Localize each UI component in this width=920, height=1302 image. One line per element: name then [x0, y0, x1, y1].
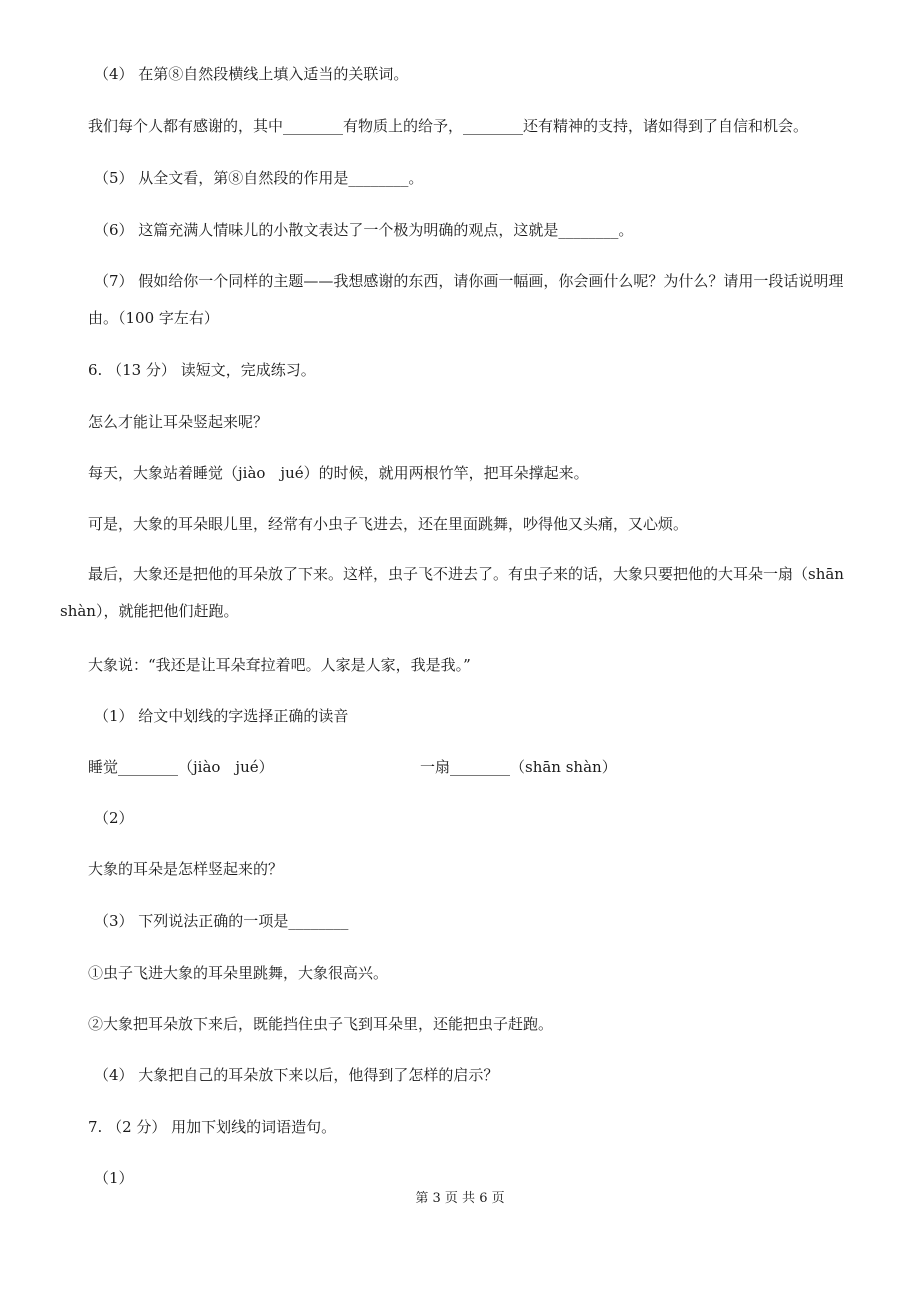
- passage-paragraph-4: 大象说：“我还是让耳朵耷拉着吧。人家是人家，我是我。”: [88, 656, 471, 674]
- question-6-1-b: 一扇________（shān shàn）: [420, 758, 617, 776]
- passage-paragraph-1: 每天，大象站着睡觉（jiào jué）的时候，就用两根竹竿，把耳朵撑起来。: [88, 464, 589, 482]
- question-6-2-text: 大象的耳朵是怎样竖起来的？: [88, 860, 284, 878]
- question-5-4-text: 我们每个人都有感谢的，其中________有物质上的给予，________还有精神的支持，诸如得到了自信和机会。: [88, 117, 809, 135]
- question-6-1-a: 睡觉________（jiào jué）: [88, 758, 274, 776]
- question-6-2: （2）: [94, 809, 134, 827]
- question-5-4: （4） 在第⑧自然段横线上填入适当的关联词。: [94, 65, 409, 83]
- question-6-1: （1） 给文中划线的字选择正确的读音: [94, 707, 349, 725]
- question-6-3: （3） 下列说法正确的一项是________: [94, 912, 349, 930]
- question-6-4: （4） 大象把自己的耳朵放下来以后，他得到了怎样的启示？: [94, 1066, 499, 1084]
- question-6-3-option-2: ②大象把耳朵放下来后，既能挡住虫子飞到耳朵里，还能把虫子赶跑。: [88, 1015, 554, 1033]
- question-5-5: （5） 从全文看，第⑧自然段的作用是________。: [94, 169, 424, 187]
- passage-title: 怎么才能让耳朵竖起来呢？: [88, 413, 269, 431]
- question-7-title: 7. （2 分） 用加下划线的词语造句。: [88, 1118, 337, 1136]
- question-6-3-option-1: ①虫子飞进大象的耳朵里跳舞，大象很高兴。: [88, 964, 389, 982]
- question-5-6: （6） 这篇充满人情味儿的小散文表达了一个极为明确的观点，这就是________。: [94, 221, 634, 239]
- question-7-1: （1）: [94, 1169, 134, 1187]
- passage-paragraph-2: 可是，大象的耳朵眼儿里，经常有小虫子飞进去，还在里面跳舞，吵得他又头痛，又心烦。: [88, 515, 689, 533]
- question-6-title: 6. （13 分） 读短文，完成练习。: [88, 361, 316, 379]
- page-footer: 第 3 页 共 6 页: [415, 1191, 505, 1206]
- question-5-7: （7） 假如给你一个同样的主题——我想感谢的东西，请你画一幅画，你会画什么呢？为什么？请用一段话说明理由。（100 字左右）: [88, 272, 844, 327]
- passage-paragraph-3: 最后，大象还是把他的耳朵放了下来。这样，虫子飞不进去了。有虫子来的话，大象只要把他的大耳朵一扇（shān shàn），就能把他们赶跑。: [60, 565, 844, 620]
